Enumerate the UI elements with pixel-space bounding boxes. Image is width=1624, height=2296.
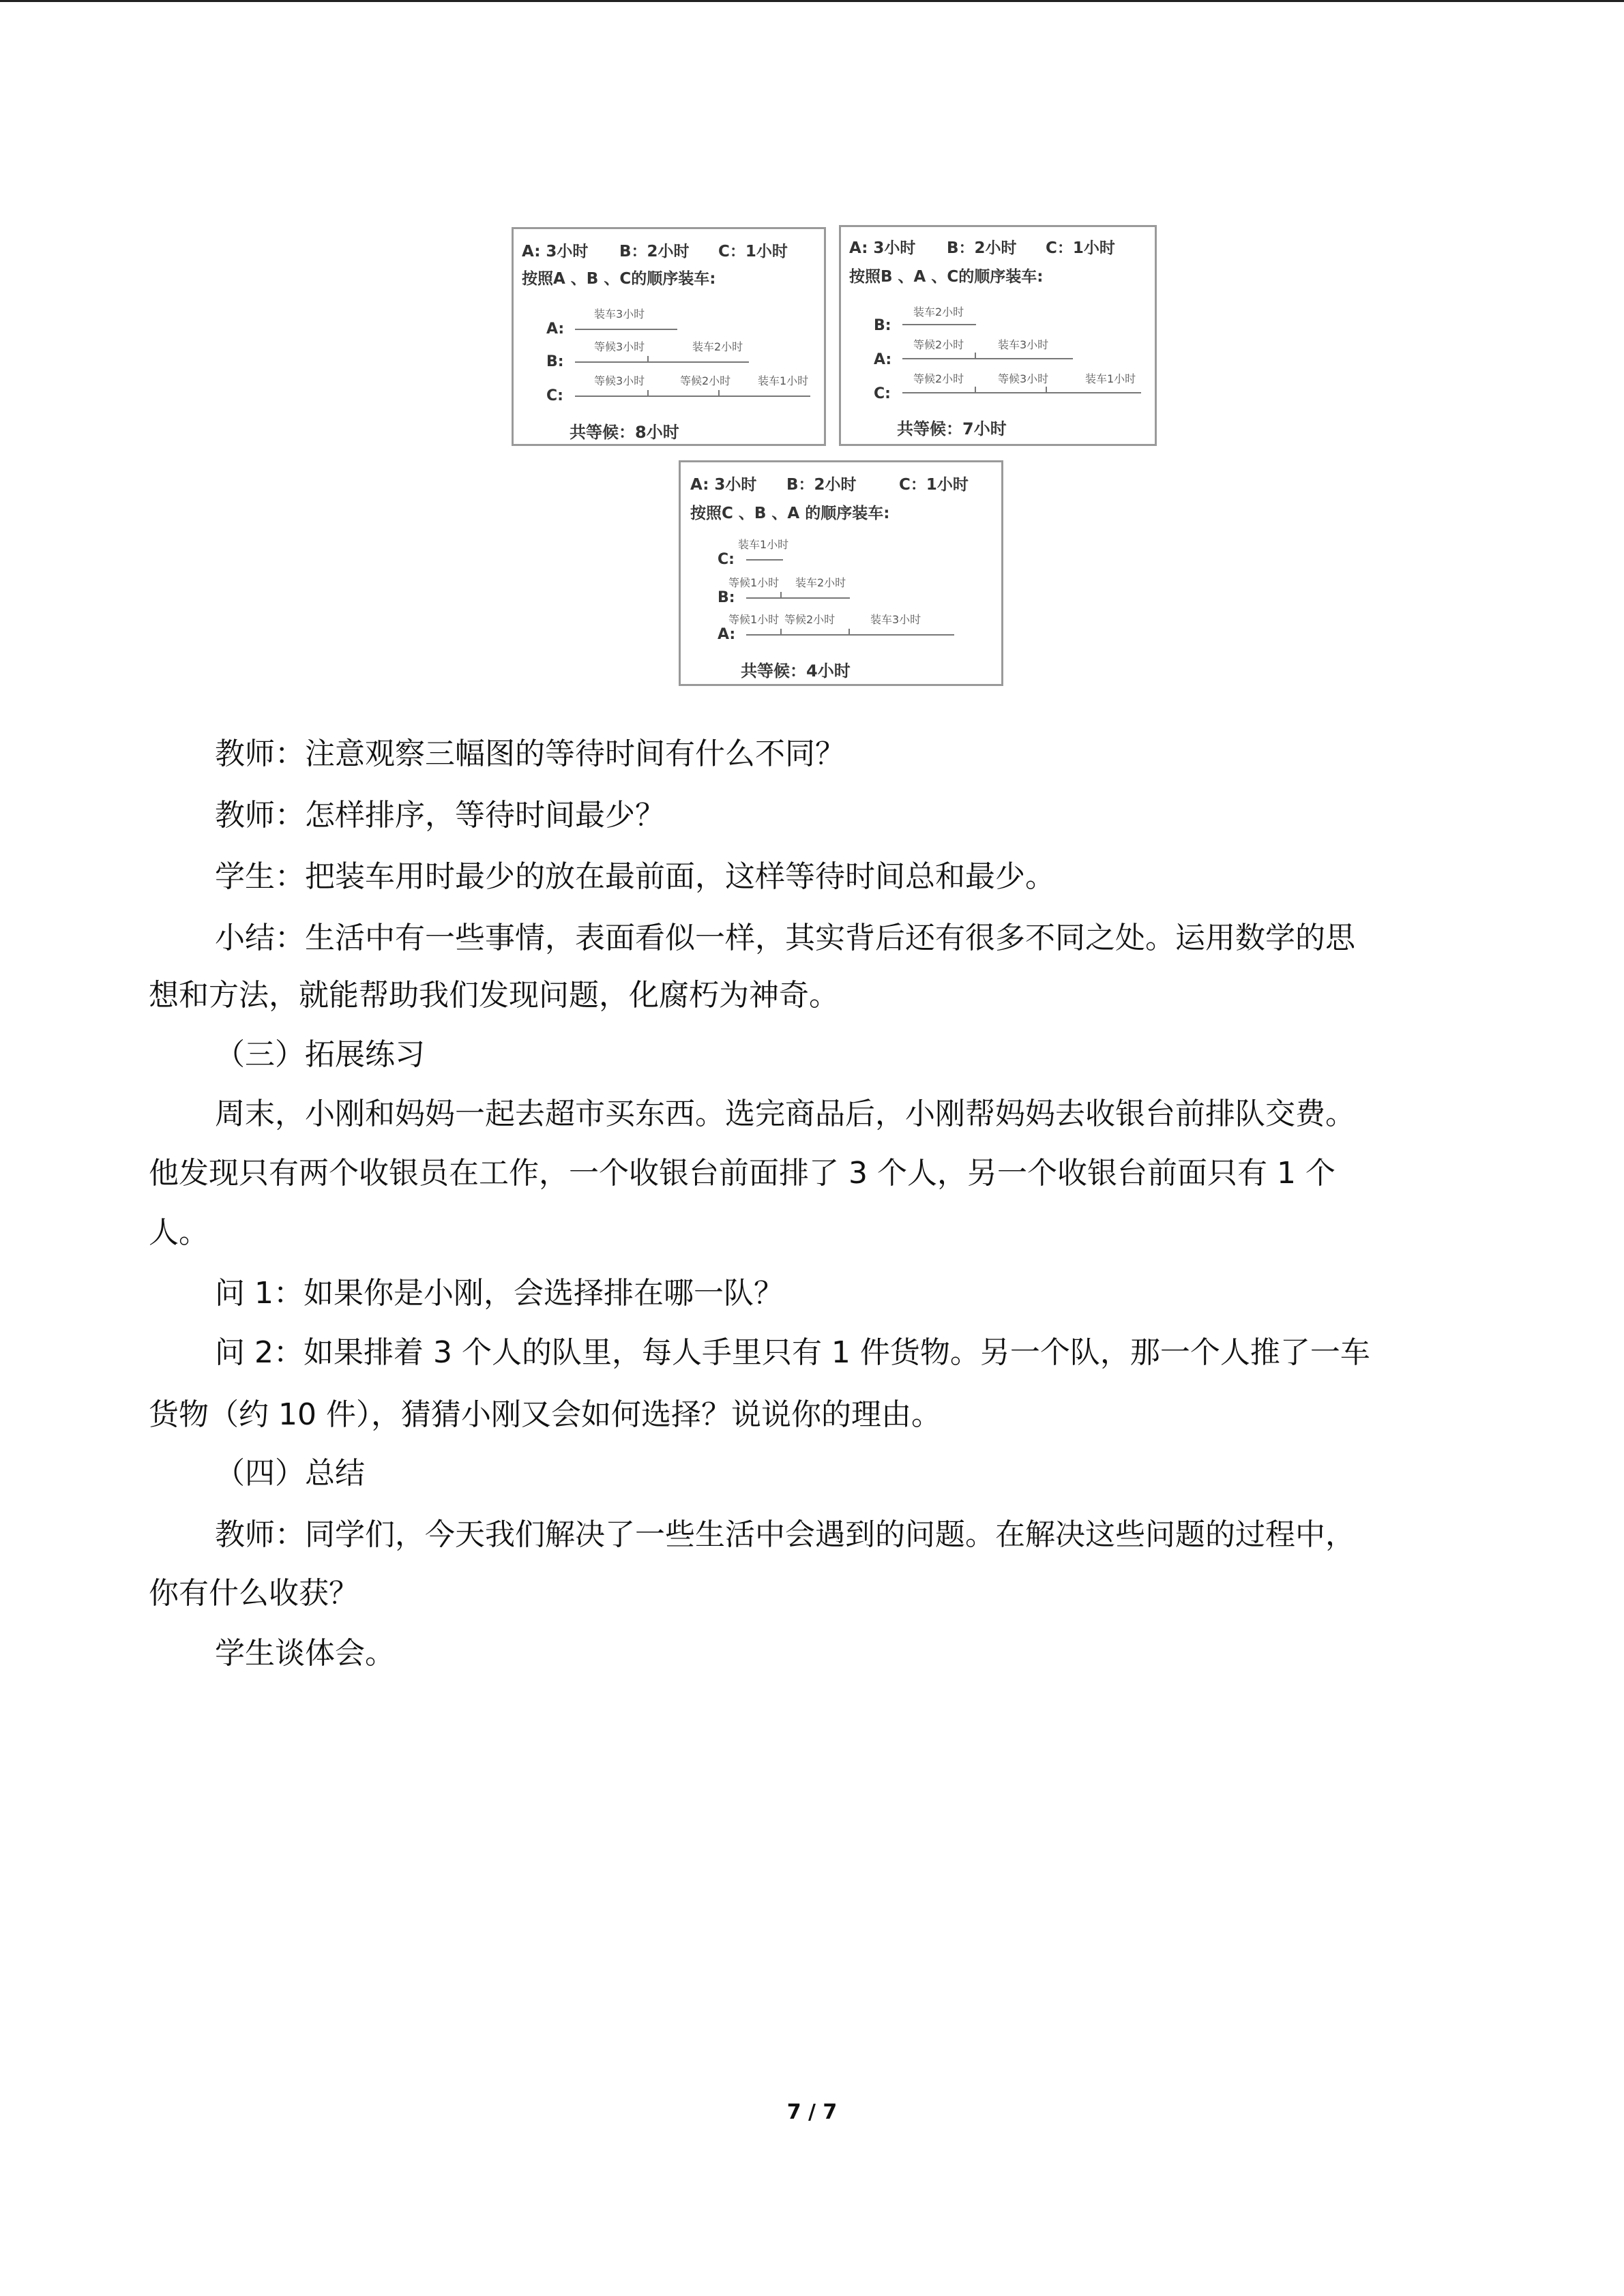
order-label: 按照A 、B 、C的顺序装车: bbox=[522, 270, 716, 288]
segment-label: 等候2小时 bbox=[913, 338, 964, 351]
segment-label: 等候2小时 bbox=[784, 613, 836, 626]
time-c: C：1小时 bbox=[718, 243, 788, 260]
section-heading: （四）总结 bbox=[215, 1456, 365, 1491]
time-b: B：2小时 bbox=[619, 243, 690, 260]
time-a: A: 3小时 bbox=[690, 476, 757, 494]
order-label: 按照B 、A 、C的顺序装车: bbox=[849, 268, 1044, 286]
segment-label: 装车2小时 bbox=[692, 340, 743, 353]
paragraph-line: 人。 bbox=[149, 1215, 209, 1250]
row-label: C: bbox=[718, 551, 735, 568]
row-label: B: bbox=[546, 353, 564, 370]
time-c: C：1小时 bbox=[1046, 239, 1115, 257]
segment-label: 等候3小时 bbox=[594, 374, 645, 387]
paragraph-line: 学生：把装车用时最少的放在最前面，这样等待时间总和最少。 bbox=[215, 859, 1055, 894]
segment-label: 装车1小时 bbox=[1085, 372, 1136, 385]
time-b: B：2小时 bbox=[786, 476, 857, 494]
total-wait: 共等候：8小时 bbox=[570, 423, 679, 442]
total-wait: 共等候：7小时 bbox=[897, 419, 1007, 438]
section-heading: （三）拓展练习 bbox=[215, 1037, 425, 1072]
timeline-bar bbox=[746, 629, 954, 636]
timeline-tick bbox=[780, 629, 782, 636]
loading-order-panel-cba bbox=[679, 460, 1003, 686]
order-label: 按照C 、B 、A 的顺序装车: bbox=[690, 505, 890, 522]
paragraph-line: 你有什么收获？ bbox=[149, 1576, 359, 1611]
row-label: C: bbox=[546, 387, 563, 404]
top-border-line bbox=[0, 0, 1624, 2]
row-label: A: bbox=[874, 351, 892, 368]
segment-label: 装车1小时 bbox=[738, 538, 789, 551]
segment-label: 等候2小时 bbox=[913, 372, 964, 385]
paragraph-line: 货物（约 10 件），猜猜小刚又会如何选择？说说你的理由。 bbox=[149, 1397, 941, 1432]
timeline-bar bbox=[746, 554, 783, 561]
row-label: C: bbox=[874, 385, 891, 402]
timeline-bar bbox=[575, 390, 810, 397]
total-wait: 共等候：4小时 bbox=[741, 661, 851, 681]
timeline-tick bbox=[780, 592, 782, 599]
paragraph-line: 学生谈体会。 bbox=[215, 1636, 395, 1671]
timeline-tick bbox=[1046, 387, 1047, 393]
segment-label: 装车2小时 bbox=[913, 305, 964, 318]
timeline-tick bbox=[975, 353, 976, 359]
segment-label: 装车2小时 bbox=[795, 576, 846, 589]
paragraph-line: 问 2：如果排着 3 个人的队里，每人手里只有 1 件货物。另一个队，那一个人推了一车 bbox=[215, 1335, 1370, 1370]
segment-label: 装车3小时 bbox=[998, 338, 1049, 351]
paragraph-line: 教师：同学们，今天我们解决了一些生活中会遇到的问题。在解决这些问题的过程中， bbox=[215, 1517, 1355, 1552]
timeline-bar bbox=[902, 353, 1073, 359]
row-label: B: bbox=[718, 589, 735, 606]
time-a: A: 3小时 bbox=[849, 239, 916, 257]
segment-label: 等候2小时 bbox=[680, 374, 731, 387]
time-b: B：2小时 bbox=[947, 239, 1017, 257]
segment-label: 等候3小时 bbox=[998, 372, 1049, 385]
page-number: 7 / 7 bbox=[786, 2100, 838, 2124]
timeline-tick bbox=[647, 390, 649, 397]
segment-label: 等候1小时 bbox=[728, 613, 780, 626]
paragraph-line: 想和方法，就能帮助我们发现问题，化腐朽为神奇。 bbox=[149, 978, 839, 1013]
segment-label: 装车1小时 bbox=[758, 374, 809, 387]
paragraph-line: 小结：生活中有一些事情，表面看似一样，其实背后还有很多不同之处。运用数学的思 bbox=[215, 921, 1355, 955]
time-a: A: 3小时 bbox=[522, 243, 589, 260]
paragraph-line: 他发现只有两个收银员在工作，一个收银台前面排了 3 个人，另一个收银台前面只有 1 个 bbox=[149, 1156, 1335, 1191]
timeline-bar bbox=[902, 318, 976, 325]
timeline-tick bbox=[718, 390, 720, 397]
timeline-bar bbox=[902, 387, 1141, 393]
paragraph-line: 教师：怎样排序，等待时间最少？ bbox=[215, 798, 665, 833]
segment-label: 装车3小时 bbox=[594, 308, 645, 320]
row-label: A: bbox=[718, 626, 736, 643]
timeline-bar bbox=[575, 356, 749, 363]
paragraph-line: 周末，小刚和妈妈一起去超市买东西。选完商品后，小刚帮妈妈去收银台前排队交费。 bbox=[215, 1097, 1355, 1131]
timeline-bar bbox=[746, 592, 850, 599]
row-label: A: bbox=[546, 320, 565, 338]
segment-label: 等候3小时 bbox=[594, 340, 645, 353]
loading-order-panel-bac bbox=[839, 225, 1157, 446]
paragraph-line: 教师：注意观察三幅图的等待时间有什么不同？ bbox=[215, 736, 845, 771]
segment-label: 等候1小时 bbox=[728, 576, 780, 589]
timeline-tick bbox=[647, 356, 649, 363]
timeline-tick bbox=[975, 387, 976, 393]
time-c: C：1小时 bbox=[899, 476, 969, 494]
loading-order-panel-abc bbox=[512, 227, 826, 446]
timeline-bar bbox=[575, 323, 677, 330]
segment-label: 装车3小时 bbox=[870, 613, 921, 626]
timeline-tick bbox=[848, 629, 850, 636]
row-label: B: bbox=[874, 317, 891, 334]
paragraph-line: 问 1：如果你是小刚，会选择排在哪一队？ bbox=[215, 1276, 784, 1311]
